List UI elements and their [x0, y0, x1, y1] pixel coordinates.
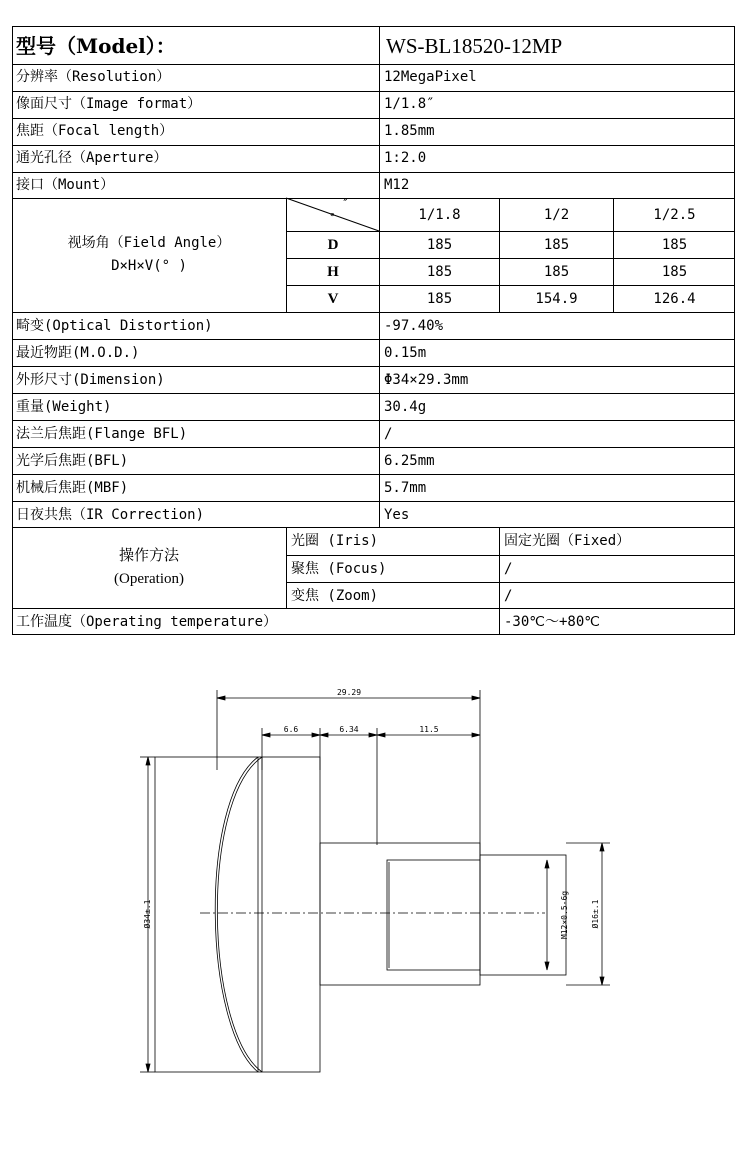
spec-label-distortion: 畸变(Optical Distortion) — [16, 318, 213, 334]
fov-label — [12, 232, 286, 282]
fov-axis-v: V — [327, 291, 339, 307]
spec-label-mount: 接口（Mount） — [16, 177, 115, 193]
dia-rear-label: Ø16±.1 — [591, 899, 600, 929]
operation-label — [12, 545, 286, 595]
dim-total-label: 29.29 — [336, 688, 362, 697]
fov-cell: 185 — [661, 237, 688, 253]
model-value: WS-BL18520-12MP — [386, 34, 563, 58]
spec-label-resolution: 分辨率（Resolution） — [16, 69, 171, 85]
spec-value-mod: 0.15m — [384, 345, 427, 361]
dim-c-label: 11.5 — [419, 725, 439, 734]
fov-label-line2: D×H×V(° ) — [111, 258, 187, 274]
fov-cell: 185 — [426, 264, 453, 280]
fov-cell: 185 — [426, 237, 453, 253]
spec-label-bfl: 光学后焦距(BFL) — [16, 453, 129, 469]
spec-label-mbf: 机械后焦距(MBF) — [16, 480, 129, 496]
dim-b-label: 6.34 — [339, 725, 359, 734]
model-label: 型号（Model）： — [16, 34, 176, 58]
dim-a-label: 6.6 — [283, 725, 299, 734]
spec-value-temperature: -30℃～+80℃ — [504, 614, 601, 630]
spec-value-mbf: 5.7mm — [384, 480, 427, 496]
spec-value-bfl: 6.25mm — [384, 453, 435, 469]
spec-value-flange-bfl: / — [384, 426, 393, 442]
operation-iris-label: 光圈 (Iris) — [291, 533, 379, 549]
operation-zoom-value: / — [504, 588, 513, 604]
spec-label-dimension: 外形尺寸(Dimension) — [16, 372, 165, 388]
spec-sheet — [12, 26, 735, 635]
spec-value-mount: M12 — [384, 177, 410, 193]
operation-focus-value: / — [504, 561, 513, 577]
fov-format-header: 1/2 — [543, 207, 570, 223]
spec-label-mod: 最近物距(M.O.D.) — [16, 345, 140, 361]
spec-value-weight: 30.4g — [384, 399, 427, 415]
operation-label-line2: (Operation) — [114, 571, 184, 587]
fov-format-header: 1/1.8 — [418, 207, 461, 223]
spec-value-distortion: -97.40% — [384, 318, 444, 334]
fov-format-header: 1/2.5 — [653, 207, 696, 223]
fov-corner-bottom: ° — [329, 211, 336, 224]
spec-label-image-format: 像面尺寸（Image format） — [16, 96, 202, 112]
operation-label-line1: 操作方法 — [118, 548, 179, 564]
fov-cell: 185 — [543, 264, 570, 280]
spec-value-dimension: Φ34×29.3mm — [384, 372, 469, 388]
dia-outer-label: Ø34±.1 — [143, 899, 152, 929]
fov-axis-d: D — [327, 237, 339, 253]
spec-value-ir-correction: Yes — [384, 507, 410, 523]
spec-value-focal-length: 1.85mm — [384, 123, 435, 139]
fov-cell: 185 — [543, 237, 570, 253]
spec-label-ir-correction: 日夜共焦（IR Correction) — [16, 507, 205, 523]
operation-zoom-label: 变焦 (Zoom) — [291, 588, 379, 604]
fov-cell: 126.4 — [653, 291, 696, 307]
lens-dimension-drawing — [0, 666, 750, 1166]
fov-corner-top: ″ — [342, 197, 349, 210]
spec-value-image-format: 1/1.8″ — [384, 96, 435, 112]
spec-label-temperature: 工作温度（Operating temperature） — [16, 614, 278, 630]
fov-axis-h: H — [327, 264, 339, 280]
operation-iris-value: 固定光圈（Fixed） — [504, 533, 631, 549]
dia-thread-label: M12×0.5-6g — [560, 890, 569, 940]
spec-label-focal-length: 焦距（Focal length） — [16, 123, 174, 139]
fov-cell: 154.9 — [535, 291, 578, 307]
spec-value-aperture: 1:2.0 — [384, 150, 427, 166]
spec-value-resolution: 12MegaPixel — [384, 69, 477, 85]
fov-cell: 185 — [661, 264, 688, 280]
spec-label-weight: 重量(Weight) — [16, 399, 112, 415]
spec-label-aperture: 通光孔径（Aperture） — [16, 150, 168, 166]
spec-label-flange-bfl: 法兰后焦距(Flange BFL) — [16, 426, 188, 442]
fov-label-line1: 视场角（Field Angle） — [67, 235, 231, 251]
operation-focus-label: 聚焦 (Focus) — [291, 561, 387, 577]
fov-cell: 185 — [426, 291, 453, 307]
